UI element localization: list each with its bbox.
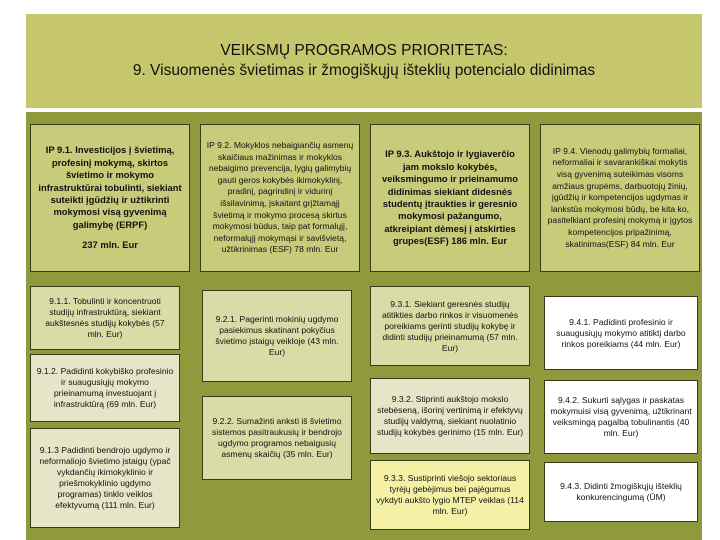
priority-text: IP 9.1. Investicijos į švietimą, profesinį mokymą, skirtos švietimo ir mokymo infrastruktūrai tobulinti, siekiant suteikti įgūdžių ir užtikrinti mokymosi visą gyvenimą galimybę (ERPF) <box>38 144 182 230</box>
measure-box-9-4-2 <box>544 380 698 454</box>
measure-text: 9.1.3 Padidinti bendrojo ugdymo ir neformaliojo švietimo įstaigų (ypač vykdančių ikimokyklinio ir priešmokyklinio ugdymo programas) tinklo veiklos efektyvumą (111 mln. Eur) <box>39 445 171 510</box>
measure-text: 9.1.1. Tobulinti ir koncentruoti studijų infrastruktūrą, siekiant aukštesnės studijų kokybės (57 mln. Eur) <box>45 296 165 339</box>
priority-text: IP 9.4. Vienodų galimybių formaliai, neformaliai ir savarankiškai mokytis visą gyvenimą suteikimas visoms amžiaus grupėms, darbuotojų žinių, įgūdžių ir kompetencijos ugdymas ir lankstūs mokymosi būdų, be kita ko, pasitelkiant profesinį mokymą ir įgytos kompetencijos pripažinimą, skatinimas(ESF) 84 mln. Eur <box>547 145 693 249</box>
measure-box-9-1-3 <box>30 428 180 528</box>
measure-box-9-3-2 <box>370 378 530 454</box>
measure-text: 9.4.1. Padidinti profesinio ir suaugusiųjų mokymo atitiktį darbo rinkos poreikiams (44 mln. Eur) <box>556 316 686 349</box>
priority-box-9-3 <box>370 124 530 272</box>
measure-text: 9.4.2. Sukurti sąlygas ir paskatas mokymuisi visą gyvenimą, užtikrinant veiksmingą pagalbą tobulinantis (40 mln. Eur) <box>550 395 692 438</box>
measure-box-9-2-1 <box>202 290 352 382</box>
measure-box-9-1-1 <box>30 286 180 350</box>
measure-box-9-2-2 <box>202 396 352 480</box>
measure-text: 9.3.1. Siekiant geresnės studijų atitikties darbo rinkos ir visuomenės poreikiams gerinti studijų kokybę ir didinti studijų prieinamumą (57 mln. Eur) <box>381 298 519 353</box>
measure-box-9-4-1 <box>544 296 698 370</box>
measure-text: 9.2.2. Sumažinti anksti iš švietimo sistemos pasitraukusių ir bendrojo ugdymo programos nebaigusių asmenų skaičių (35 mln. Eur) <box>212 416 342 459</box>
measure-text: 9.3.2. Stiprinti aukštojo mokslo stebėseną, išorinį vertinimą ir efektyvų studijų valdymą, siekiant nuolatinio studijų kokybės gerinimo (15 mln. Eur) <box>376 394 524 437</box>
measure-text: 9.3.3. Sustiprinti viešojo sektoriaus tyrėjų gebėjimus bei pajėgumus vykdyti aukšto lygio MTEP veiklas (114 mln. Eur) <box>376 473 524 516</box>
measure-text: 9.2.1. Pagerinti mokinių ugdymo pasiekimus skatinant pokyčius švietimo įstaigų veikloje (43 mln. Eur) <box>215 314 339 357</box>
measure-box-9-1-2 <box>30 354 180 422</box>
title-banner <box>26 14 702 108</box>
measure-text: 9.4.3. Didinti žmogiškųjų išteklių konkurencingumą (ŪM) <box>560 481 682 502</box>
priority-box-9-1 <box>30 124 190 272</box>
priority-amount: 237 mln. Eur <box>82 239 138 251</box>
page-subtitle: 9. Visuomenės švietimas ir žmogiškųjų išteklių potencialo didinimas <box>132 62 596 79</box>
measure-box-9-3-3 <box>370 460 530 530</box>
priority-text: IP 9.3. Aukštojo ir lygiaverčio jam mokslo kokybės, veiksmingumo ir prieinamumo didinimas siekiant didesnės studentų įtraukties ir geresnio mokymosi pažangumo, atkreipiant dėmesį į atskirties grupes(ESF) 186 mln. Eur <box>382 148 518 247</box>
measure-text: 9.1.2. Padidinti kokybiško profesinio ir suaugusiųjų mokymo prieinamumą investuojant į infrastruktūrą (69 mln. Eur) <box>36 366 174 409</box>
priority-box-9-2 <box>200 124 360 272</box>
priority-box-9-4 <box>540 124 700 272</box>
measure-box-9-4-3 <box>544 462 698 522</box>
measure-box-9-3-1 <box>370 286 530 366</box>
page-title: VEIKSMŲ PROGRAMOS PRIORITETAS: <box>220 42 508 59</box>
priority-text: IP 9.2. Mokyklos nebaigiančių asmenų skaičiaus mažinimas ir mokyklos nebaigimo prevencija, lygių galimybių gauti geros kokybės ikimokyklinį, pradinį, pagrindinį ir vidurinį išsilavinimą, įskaitant grįžtamąjį švietimą ir mokymo procesą skirtus mokymosi būdus, taip pat formalųjį, neformalųjį mokymąsi ir savišvietą, užtikrinimas (ESF) 78 mln. Eur <box>206 140 354 255</box>
